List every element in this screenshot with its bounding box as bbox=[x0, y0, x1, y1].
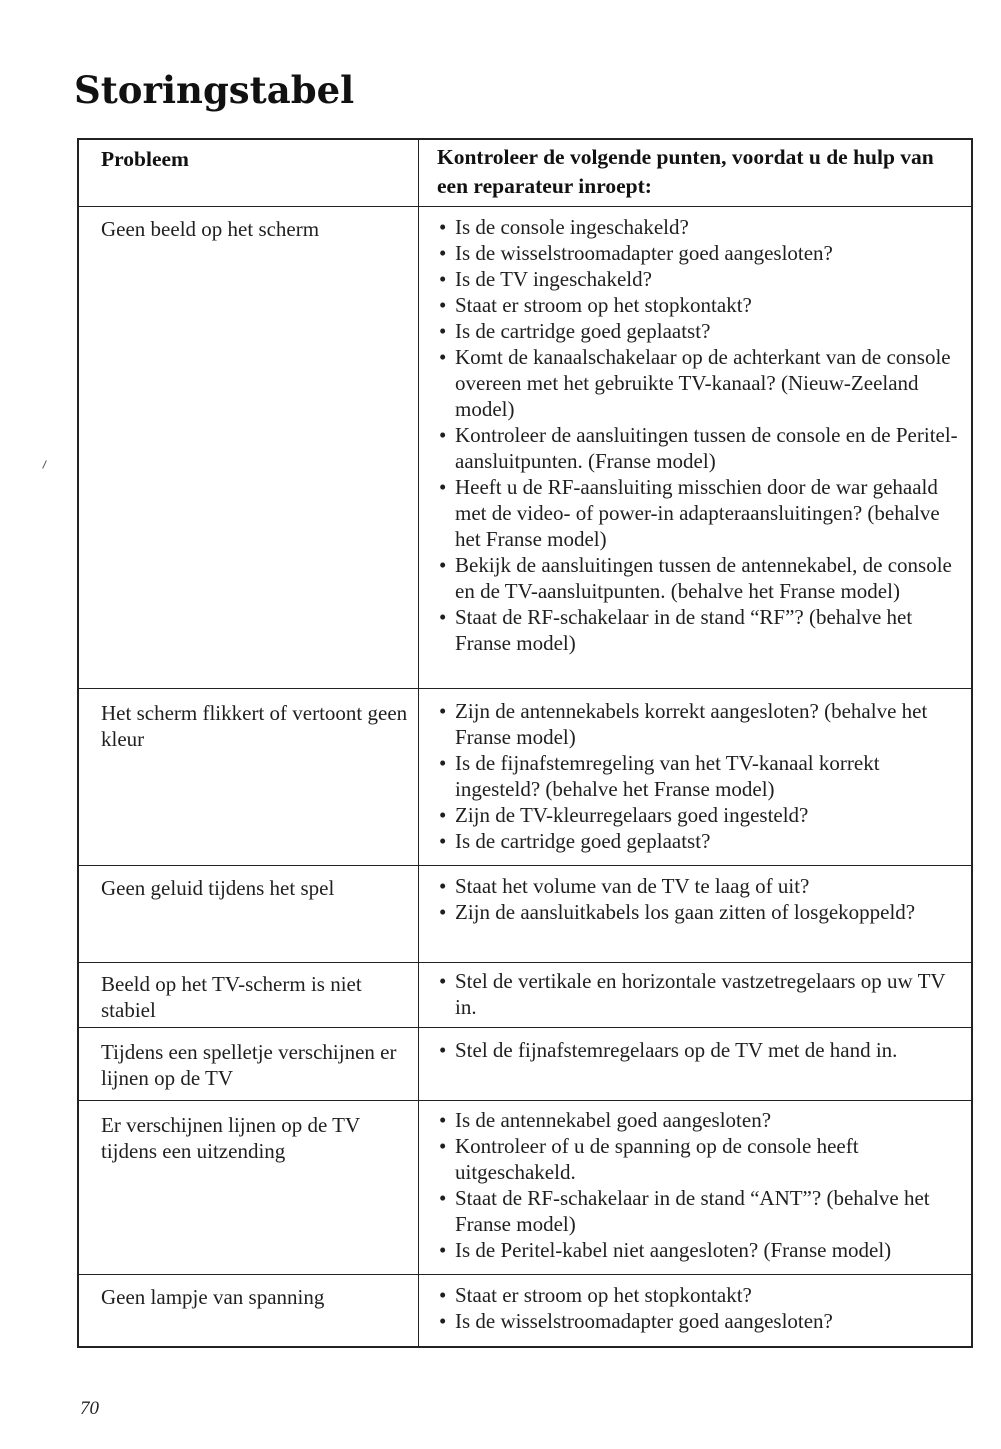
list-item: • Komt de kanaalschakelaar op de achterkant van de console overeen met het gebruikte TV-kanaal? (Nieuw-Zeeland model) bbox=[437, 344, 967, 422]
row-divider bbox=[79, 962, 971, 963]
list-item: • Zijn de antennekabels korrekt aangesloten? (behalve het Franse model) bbox=[437, 698, 967, 750]
list-item: • Kontroleer de aansluitingen tussen de console en de Peritel-aansluitpunten. (Franse model) bbox=[437, 422, 967, 474]
table-row-problem: Het scherm flikkert of vertoont geen kleur bbox=[101, 701, 408, 751]
list-item: • Is de TV ingeschakeld? bbox=[437, 266, 967, 292]
page-title: Storingstabel bbox=[74, 68, 355, 112]
row-divider bbox=[79, 1027, 971, 1028]
list-item: • Staat het volume van de TV te laag of uit? bbox=[437, 873, 967, 899]
page-number: 70 bbox=[80, 1398, 99, 1419]
stray-mark bbox=[42, 460, 47, 469]
list-item: • Kontroleer of u de spanning op de console heeft uitgeschakeld. bbox=[437, 1133, 967, 1185]
list-item: • Is de cartridge goed geplaatst? bbox=[437, 828, 967, 854]
list-item: • Is de antennekabel goed aangesloten? bbox=[437, 1107, 967, 1133]
row-divider bbox=[79, 688, 971, 689]
list-item: • Heeft u de RF-aansluiting misschien door de war gehaald met de video- of power-in adapteraansluitingen? (behalve het Franse model) bbox=[437, 474, 967, 552]
table-row-checks bbox=[437, 1107, 967, 1263]
column-divider bbox=[418, 140, 419, 1346]
table-row-problem: Beeld op het TV-scherm is niet stabiel bbox=[101, 972, 362, 1022]
list-item: • Staat er stroom op het stopkontakt? bbox=[437, 292, 967, 318]
table-row-problem: Geen lampje van spanning bbox=[101, 1285, 325, 1309]
list-item: • Is de console ingeschakeld? bbox=[437, 214, 967, 240]
table-row-problem: Er verschijnen lijnen op de TV tijdens een uitzending bbox=[101, 1113, 360, 1163]
list-item: • Stel de vertikale en horizontale vastzetregelaars op uw TV in. bbox=[437, 968, 967, 1020]
table-row-checks bbox=[437, 1037, 973, 1063]
list-item: • Staat de RF-schakelaar in de stand “RF”? (behalve het Franse model) bbox=[437, 604, 967, 656]
table-row-checks bbox=[437, 698, 967, 854]
table-row-problem: Geen beeld op het scherm bbox=[101, 217, 320, 241]
table-row-checks bbox=[437, 1282, 967, 1334]
table-row-checks bbox=[437, 214, 967, 656]
table-row-checks bbox=[437, 968, 967, 1020]
table-row-problem: Tijdens een spelletje verschijnen er lijnen op de TV bbox=[101, 1040, 397, 1090]
list-item: • Is de fijnafstemregeling van het TV-kanaal korrekt ingesteld? (behalve het Franse model) bbox=[437, 750, 967, 802]
table-row-checks bbox=[437, 873, 967, 925]
header-problem: Probleem bbox=[101, 147, 189, 171]
list-item: • Bekijk de aansluitingen tussen de antennekabel, de console en de TV-aansluitpunten. (behalve het Franse model) bbox=[437, 552, 967, 604]
row-divider bbox=[79, 1100, 971, 1101]
list-item: • Zijn de aansluitkabels los gaan zitten of losgekoppeld? bbox=[437, 899, 967, 925]
list-item: • Is de cartridge goed geplaatst? bbox=[437, 318, 967, 344]
list-item: • Staat er stroom op het stopkontakt? bbox=[437, 1282, 967, 1308]
row-divider bbox=[79, 206, 971, 207]
row-divider bbox=[79, 1274, 971, 1275]
header-check: Kontroleer de volgende punten, voordat u de hulp van een reparateur inroept: bbox=[437, 145, 934, 198]
list-item: • Staat de RF-schakelaar in de stand “ANT”? (behalve het Franse model) bbox=[437, 1185, 967, 1237]
table-row-problem: Geen geluid tijdens het spel bbox=[101, 876, 335, 900]
troubleshooting-table bbox=[77, 138, 973, 1348]
list-item: • Is de wisselstroomadapter goed aangesloten? bbox=[437, 240, 967, 266]
list-item: • Stel de fijnafstemregelaars op de TV met de hand in. bbox=[437, 1037, 973, 1063]
row-divider bbox=[79, 865, 971, 866]
list-item: • Zijn de TV-kleurregelaars goed ingesteld? bbox=[437, 802, 967, 828]
list-item: • Is de wisselstroomadapter goed aangesloten? bbox=[437, 1308, 967, 1334]
list-item: • Is de Peritel-kabel niet aangesloten? (Franse model) bbox=[437, 1237, 967, 1263]
